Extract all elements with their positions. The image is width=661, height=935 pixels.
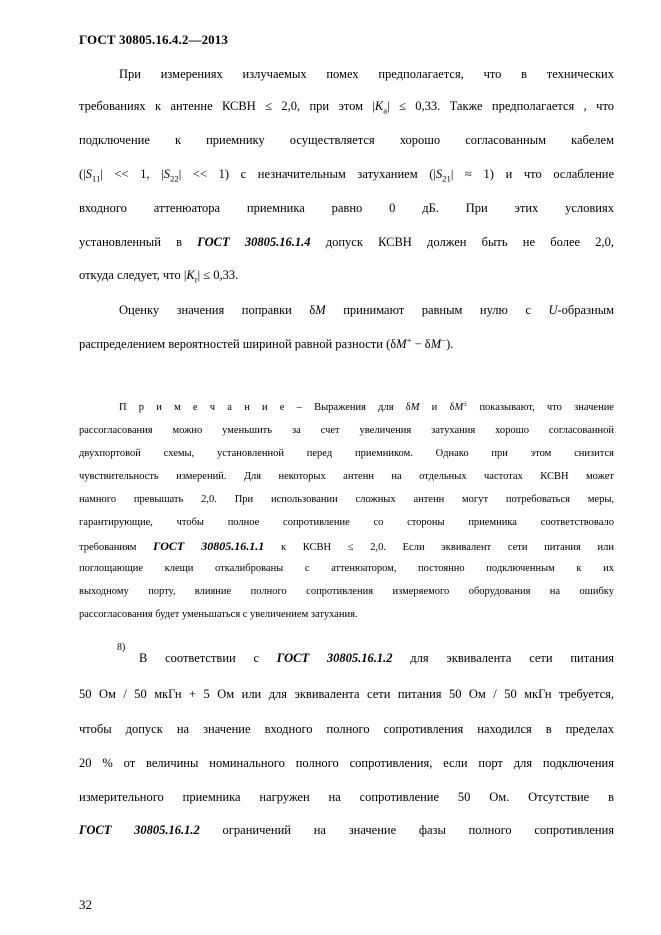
text-span: входного аттенюатора приемника равно 0 дБ. При этих условиях [79,201,614,215]
symbol-u: U [548,303,558,317]
symbol-m: M [396,337,407,351]
text-span: измерительного приемника нагружен на сопротивление 50 Ом. Отсутствие в [79,790,614,804]
text-span: ). [446,337,454,351]
text-span: -образным [557,303,615,317]
standard-reference: ГОСТ 30805.16.1.2 [276,651,393,665]
text-line [79,721,614,737]
text-span: чувствительность измерений. Для некоторых антенн на отдельных частотах КСВН может [79,471,614,482]
symbol-m: M [430,337,442,351]
text-span: | << 1) с незначительным затуханием (| [178,167,436,181]
text-span: подключение к приемнику осуществляется хорошо согласованным кабелем [79,133,614,147]
page-number: 32 [79,897,92,912]
text-span: чтобы допуск на значение входного полного сопротивления находился в пределах [79,722,614,736]
text-span: требованиях к антенне КСВН ≤ 2,0, при этом | [79,99,375,113]
text-span: Оценку значения поправки δ [119,303,316,317]
text-span: рассогласования можно уменьшить за счет увеличения затухания хорошо согласованной [79,425,614,436]
text-span: 50 Ом / 50 мкГн + 5 Ом или для эквивалента сети питания 50 Ом / 50 мкГн требуется, [79,687,614,701]
text-span: гарантирующие, чтобы полное сопротивление со стороны приемника соответствовало [79,517,614,528]
symbol-s: S [435,167,443,181]
note-line [79,470,614,484]
text-span: установленный в [79,235,183,249]
text-span: | << 1, | [100,167,164,181]
text-span: и δ [419,402,455,413]
text-line [79,267,614,283]
text-span: показывают, что значение [467,402,614,413]
text-span: намного превышать 2,0. При использовании сложных антенн могут потребоваться меры, [79,494,614,505]
text-span: | ≈ 1) и что ослабление [450,167,614,181]
text-span: откуда следует, что | [79,268,187,282]
subscript: 22 [169,173,179,184]
subscript: a [383,105,388,116]
standard-reference: ГОСТ 30805.16.1.2 [79,823,200,837]
text-span: В соответствии с [139,651,260,665]
text-span: рассогласования будет уменьшаться с увеличением затухания. [79,609,358,620]
text-span: двухпортовой схемы, установленной перед приемником. Однако при этом снизится [79,448,614,459]
superscript: + [406,334,412,345]
symbol-k: K [374,99,384,113]
subscript: 21 [442,173,451,184]
document-header: ГОСТ 30805.16.4.2—2013 [79,32,228,47]
text-line [79,789,614,805]
text-span: (| [79,167,86,181]
subscript: 11 [91,173,101,184]
text-line [79,166,614,182]
text-line [79,66,614,82]
text-span: П р и м е ч а н и е – Выражения для δ [119,402,411,413]
text-span: | ≤ 0,33. Также предполагается , что [387,99,614,113]
note-line [79,585,614,599]
note-line [79,493,614,507]
symbol-s: S [85,167,92,181]
text-line [79,234,614,250]
text-span: допуск КСВН должен быть не более 2,0, [325,235,615,249]
superscript: ± [463,398,468,408]
symbol-m: M [315,303,326,317]
subscript: r [194,274,198,285]
text-span: выходному порту, влияние полного сопротивления измеряемого оборудования на ошибку [79,586,614,597]
text-line [79,822,614,838]
text-line [79,98,614,114]
standard-reference: ГОСТ 30805.16.1.4 [197,235,311,249]
note-line [79,608,614,622]
superscript: − [441,334,447,345]
symbol-m: M [410,402,420,413]
text-span: 20 % от величины номинального полного сопротивления, если порт для подключения [79,756,614,770]
symbol-k: K [186,268,195,282]
text-span: к КСВН ≤ 2,0. Если эквивалент сети питания или [280,542,615,553]
text-line [79,686,614,702]
standard-reference: ГОСТ 30805.16.1.1 [153,539,265,553]
text-line [79,755,614,771]
text-span: принимают равным нулю с [343,303,531,317]
text-span: поглощающие клещи откалиброваны с аттенюатором, постоянно подключенным к их [79,563,614,574]
note-line [79,398,614,415]
text-line [79,132,614,148]
text-span: При измерениях излучаемых помех предполагается, что в технических [119,67,614,81]
text-line [79,650,614,666]
note-line [79,447,614,461]
note-line [79,424,614,438]
text-span: требованиям [79,542,137,553]
text-span: распределением вероятностей шириной равной разности (δ [79,337,397,351]
note-line [79,562,614,576]
footnote-marker: 8) [117,642,126,653]
text-line [79,302,614,318]
text-span: ограничений на значение фазы полного сопротивления [222,823,615,837]
text-line [79,200,614,216]
text-span: − δ [411,337,431,351]
symbol-m: M [454,402,464,413]
text-span: | ≤ 0,33. [197,268,239,282]
symbol-s: S [163,167,170,181]
note-line [79,539,614,553]
note-line [79,516,614,530]
text-line [79,336,614,352]
text-span: для эквивалента сети питания [410,651,615,665]
